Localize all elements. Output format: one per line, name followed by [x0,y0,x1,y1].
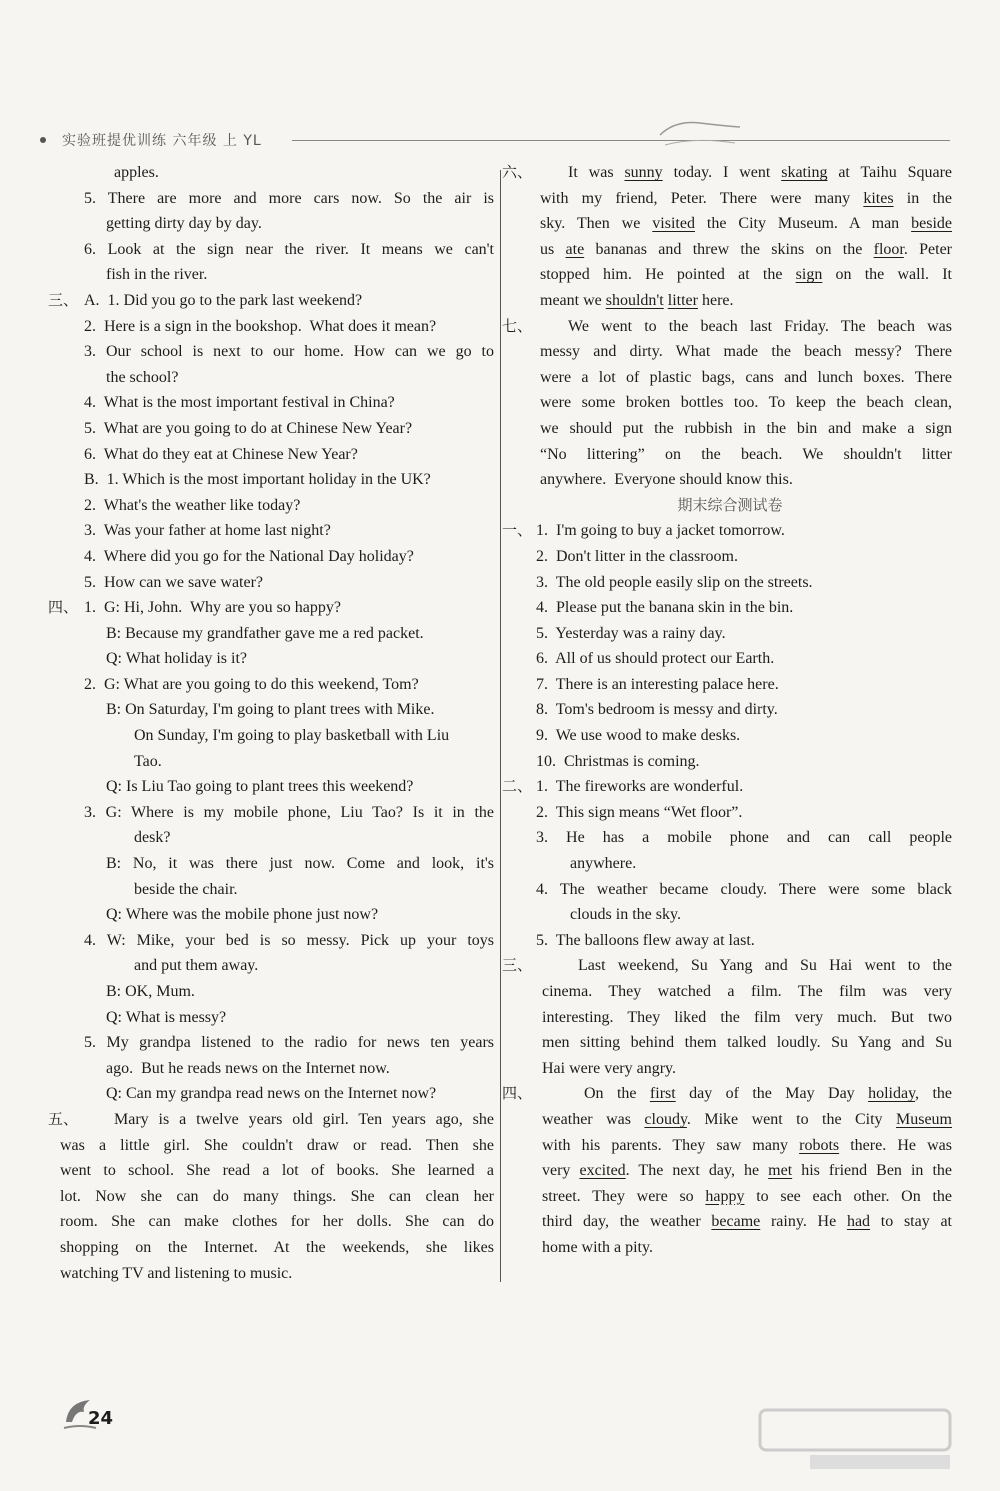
text-line [54,339,494,365]
line-text: sky. Then we visited the City Museum. A man beside [540,215,952,233]
line-text: anywhere. Everyone should know this. [540,471,793,489]
line-text: Q: Where was the mobile phone just now? [106,906,379,924]
answer-word: first [649,1085,676,1103]
left-column [48,160,494,1286]
line-text: “No littering” on the beach. We shouldn't litter [540,445,952,463]
section-marker: 一、 [502,521,533,540]
line-text: 10. Christmas is coming. [536,752,700,770]
text-line [54,902,494,928]
text-line [54,672,494,698]
line-text: meant we shouldn't litter here. [540,291,734,309]
line-text: It was sunny today. I went skating at Taihu Square [568,164,953,181]
answer-word: shouldn't [605,291,664,309]
line-text: weather was cloudy. Mike went to the City Museum [542,1110,952,1128]
text-line [508,262,952,288]
section-title: 期末综合测试卷 [677,495,783,514]
line-text: 2. Don't litter in the classroom. [536,547,738,565]
text-line [54,1056,494,1082]
text-line [54,1133,494,1159]
answer-word: Museum [896,1110,952,1128]
text-line [508,1158,952,1184]
line-text: B: No, it was there just now. Come and look, it's [106,855,494,873]
line-text: We went to the beach last Friday. The beach was [568,317,952,335]
section-marker: 七、 [502,316,533,335]
line-text: A. 1. Did you go to the park last weekend? [84,291,363,309]
section-marker: 三、 [48,290,79,309]
text-line [508,237,952,263]
line-text: were a lot of plastic bags, cans and lunch boxes. There [540,368,952,386]
text-line [54,186,494,212]
text-line [54,365,494,391]
line-text: men sitting behind them talked loudly. Su Yang and Su [542,1034,952,1052]
text-line [54,262,494,288]
text-line [54,1158,494,1184]
text-line [54,160,494,186]
text-line [508,595,952,621]
text-line [48,595,494,621]
answer-word: ate [565,240,585,258]
line-text: beside the chair. [134,880,238,898]
line-text: 4. What is the most important festival in China? [84,394,395,412]
line-text: 6. What do they eat at Chinese New Year? [84,445,358,463]
text-line [48,1107,494,1133]
line-text: shopping on the Internet. At the weekends, she likes [60,1238,494,1256]
column-divider [500,170,501,1282]
text-line [508,646,952,672]
text-line [508,416,952,442]
page-number: 24 [88,1408,114,1429]
text-line [508,672,952,698]
header-rule [292,140,950,141]
line-text: Mary is a twelve years old girl. Ten years ago, she [114,1110,494,1128]
line-text: ago. But he reads news on the Internet now. [106,1059,390,1077]
text-line [508,186,952,212]
answer-word: skating [781,164,828,181]
text-line [54,467,494,493]
answer-word: had [846,1213,871,1231]
right-column [502,160,953,1261]
line-text: 3. Our school is next to our home. How can we go to [84,343,494,361]
line-text: 6. Look at the sign near the river. It means we can't [84,240,494,258]
line-text: Q: Is Liu Tao going to plant trees this weekend? [106,778,414,796]
text-line [508,1030,952,1056]
text-line [502,518,952,544]
line-text: 7. There is an interesting palace here. [536,675,779,693]
line-text: B: OK, Mum. [106,983,195,1000]
text-line [54,1261,494,1287]
answer-word: visited [652,215,695,233]
line-text: 5. There are more and more cars now. So the air is [84,189,494,207]
text-line [54,697,494,723]
text-line [54,416,494,442]
line-text: home with a pity. [542,1238,653,1256]
text-line [54,1209,494,1235]
line-text: Last weekend, Su Yang and Su Hai went to the [578,957,952,975]
text-line [54,493,494,519]
line-text: 5. Yesterday was a rainy day. [536,624,726,642]
line-text: 5. How can we save water? [84,573,264,591]
line-text: B: On Saturday, I'm going to plant trees with Mike. [106,701,435,719]
line-text: 1. I'm going to buy a jacket tomorrow. [536,522,785,540]
line-text: went to school. She read a lot of books. She learned a [60,1162,494,1180]
text-line [508,979,952,1005]
line-text: 2. What's the weather like today? [84,496,301,514]
line-text: 9. We use wood to make desks. [536,727,741,745]
line-text: 6. All of us should protect our Earth. [536,650,775,668]
line-text: interesting. They liked the film very much. But two [542,1008,952,1026]
line-text: lot. Now she can do many things. She can clean her [60,1187,494,1205]
answer-word: cloudy [644,1110,687,1128]
text-line [508,697,952,723]
text-line [502,774,952,800]
line-text: apples. [114,164,159,181]
line-text: 5. What are you going to do at Chinese New Year? [84,419,413,437]
text-line [508,365,952,391]
line-text: Q: What holiday is it? [106,650,248,668]
text-line [48,288,494,314]
text-line [508,749,952,775]
text-line [54,928,494,954]
line-text: 3. G: Where is my mobile phone, Liu Tao? Is it in the [84,803,494,821]
line-text: 3. Was your father at home last night? [84,522,331,540]
text-line [54,774,494,800]
text-line [508,1005,952,1031]
line-text: 3. The old people easily slip on the streets. [536,573,813,591]
text-line [508,339,952,365]
section-marker: 二、 [502,777,533,796]
answer-word: became [711,1213,761,1231]
answer-word: litter [667,291,698,309]
line-text: Tao. [134,752,162,770]
section-marker: 五、 [48,1109,79,1128]
section-marker: 六、 [502,163,533,181]
answer-word: sunny [624,164,663,181]
text-line [54,646,494,672]
text-line [508,211,952,237]
answer-word: happy [705,1187,745,1205]
answer-word: beside [911,215,952,233]
line-text: street. They were so happy to see each other. On the [542,1187,952,1205]
line-text: fish in the river. [106,266,208,284]
line-text: anywhere. [570,855,637,873]
text-line [54,1030,494,1056]
text-line [54,825,494,851]
line-text: 5. The balloons flew away at last. [536,931,755,949]
text-line [54,979,494,1005]
line-text: stopped him. He pointed at the sign on the wall. It [540,266,952,284]
line-text: 2. This sign means “Wet floor”. [536,803,743,821]
text-line [54,621,494,647]
text-line [54,518,494,544]
text-line [508,621,952,647]
line-text: 4. Please put the banana skin in the bin. [536,599,794,617]
line-text: clouds in the sky. [570,906,681,924]
line-text: 3. He has a mobile phone and can call people [536,829,952,847]
answer-word: excited [579,1162,626,1180]
text-line [54,390,494,416]
text-line [54,1081,494,1107]
section-marker: 四、 [502,1084,533,1103]
line-text: and put them away. [134,957,259,975]
line-text: 4. The weather became cloudy. There were some black [536,880,952,898]
text-line [502,160,953,186]
line-text: with my friend, Peter. There were many kites in the [540,189,952,207]
text-line [508,1056,952,1082]
stamp-icon [655,115,745,155]
line-text: 2. G: What are you going to do this weekend, Tom? [84,675,419,693]
text-line [54,953,494,979]
line-text: were some broken bottles too. To keep the beach clean, [540,394,952,412]
text-line [508,800,952,826]
line-text: 4. Where did you go for the National Day holiday? [84,547,414,565]
line-text: Q: Can my grandpa read news on the Internet now? [106,1085,437,1103]
line-text: watching TV and listening to music. [60,1264,293,1282]
text-line [54,723,494,749]
line-text: the school? [106,368,179,386]
text-line [508,1209,952,1235]
line-text: getting dirty day by day. [106,215,262,233]
text-line [54,442,494,468]
line-text: third day, the weather became rainy. He had to stay at [542,1213,953,1231]
page-header [40,128,950,152]
line-text: was a little girl. She couldn't draw or read. Then she [60,1136,494,1154]
text-line [502,1081,952,1107]
section-marker: 三、 [502,956,533,975]
line-text: 8. Tom's bedroom is messy and dirty. [536,701,778,719]
text-line [508,467,952,493]
text-line [502,953,952,979]
text-line [54,749,494,775]
answer-word: kites [863,189,894,207]
text-line [508,851,952,877]
text-line [54,544,494,570]
text-line [508,1235,952,1261]
text-line [502,314,952,340]
text-line [508,1107,952,1133]
text-line [508,544,952,570]
text-line [54,877,494,903]
line-text: cinema. They watched a film. The film was very [542,983,952,1000]
watermark-logo-icon [750,1405,960,1475]
answer-word: met [768,1162,793,1180]
line-text: On Sunday, I'm going to play basketball with Liu [134,727,450,745]
section-marker: 四、 [48,598,79,617]
header-title: 实验班提优训练 六年级 上 YL [62,133,262,149]
line-text: 2. Here is a sign in the bookshop. What does it mean? [84,317,437,335]
text-line [54,237,494,263]
text-line [54,570,494,596]
line-text: with his parents. They saw many robots there. He was [542,1136,953,1154]
line-text: room. She can make clothes for her dolls. She can do [60,1213,494,1231]
line-text: Q: What is messy? [106,1008,227,1026]
text-line [54,851,494,877]
line-text: 5. My grandpa listened to the radio for news ten years [84,1034,494,1052]
text-line [508,570,952,596]
line-text: 4. W: Mike, your bed is so messy. Pick up your toys [84,931,494,949]
answer-word: robots [799,1136,840,1154]
text-line [508,902,952,928]
text-line [508,723,952,749]
line-text: B: Because my grandfather gave me a red packet. [106,624,424,642]
bullet-icon [40,137,46,143]
answer-word: sign [795,266,823,284]
text-line [54,1235,494,1261]
answer-word: floor [873,240,904,258]
answer-word: holiday [868,1085,916,1103]
text-line [508,390,952,416]
line-text: On the first day of the May Day holiday, the [584,1085,952,1103]
line-text: very excited. The next day, he met his friend Ben in the [542,1162,953,1180]
line-text: us ate bananas and threw the skins on the floor. Peter [540,240,952,258]
line-text: messy and dirty. What made the beach messy? There [540,343,952,361]
line-text: 1. The fireworks are wonderful. [536,778,744,796]
text-line [508,877,952,903]
text-line [54,1005,494,1031]
text-line [508,442,952,468]
text-line [508,288,952,314]
line-text: desk? [134,829,171,847]
text-line [54,211,494,237]
text-line [508,825,952,851]
line-text: we should put the rubbish in the bin and make a sign [540,419,952,437]
text-line [508,1133,952,1159]
line-text: B. 1. Which is the most important holiday in the UK? [84,471,431,489]
line-text: 1. G: Hi, John. Why are you so happy? [84,599,341,617]
text-line [508,928,952,954]
text-line [54,1184,494,1210]
text-line [54,314,494,340]
text-line [54,800,494,826]
text-line [508,1184,952,1210]
line-text: Hai were very angry. [542,1059,677,1077]
